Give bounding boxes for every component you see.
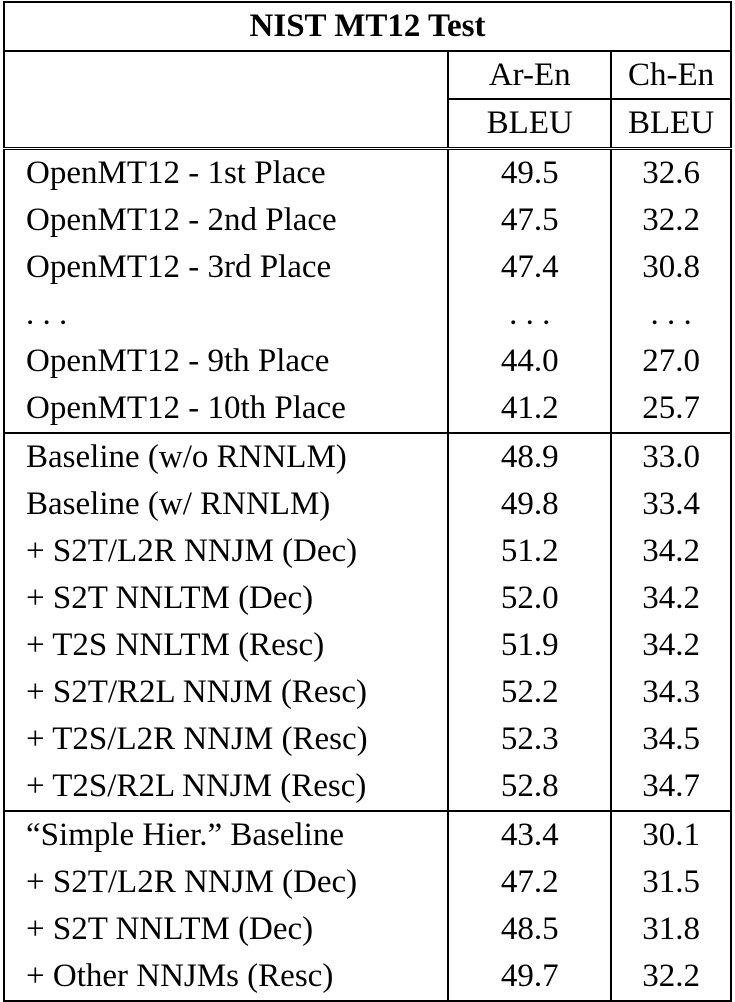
ch-en-bleu-cell: 34.3 [611,669,731,716]
system-name-cell: + T2S/R2L NNJM (Resc) [4,763,448,811]
column-header-ch-en: Ch-En [611,51,731,99]
system-name-cell: + S2T NNLTM (Dec) [4,906,448,953]
system-name-cell: + S2T/R2L NNJM (Resc) [4,669,448,716]
ch-en-bleu-cell: 34.2 [611,575,731,622]
system-name-cell: + S2T/L2R NNJM (Dec) [4,859,448,906]
ch-en-bleu-cell: 34.2 [611,622,731,669]
table-row [4,244,731,291]
ar-en-bleu-cell: 49.5 [448,149,611,198]
system-name-cell: OpenMT12 - 9th Place [4,338,448,385]
system-name-cell: OpenMT12 - 3rd Place [4,244,448,291]
system-name-cell: OpenMT12 - 1st Place [4,149,448,198]
system-name-cell: OpenMT12 - 10th Place [4,385,448,433]
ch-en-bleu-cell: 32.2 [611,953,731,1001]
table-body [4,149,731,1002]
system-name-cell: “Simple Hier.” Baseline [4,811,448,859]
ar-en-bleu-cell: 52.3 [448,716,611,763]
table-row [4,149,731,198]
system-name-cell: . . . [4,291,448,338]
system-name-cell: + T2S NNLTM (Resc) [4,622,448,669]
table-row [4,385,731,433]
metric-header-ch-en: BLEU [611,99,731,149]
ar-en-bleu-cell: 49.8 [448,481,611,528]
header-empty-cell [4,51,448,99]
table-row [4,953,731,1001]
table-row [4,906,731,953]
ch-en-bleu-cell: 33.0 [611,433,731,481]
table-row [4,669,731,716]
system-name-cell: + T2S/L2R NNJM (Resc) [4,716,448,763]
ar-en-bleu-cell: 41.2 [448,385,611,433]
ar-en-bleu-cell: 51.2 [448,528,611,575]
system-name-cell: + S2T NNLTM (Dec) [4,575,448,622]
ar-en-bleu-cell: 52.2 [448,669,611,716]
ch-en-bleu-cell: 32.6 [611,149,731,198]
header-empty-cell [4,99,448,149]
table-row [4,811,731,859]
system-name-cell: + S2T/L2R NNJM (Dec) [4,528,448,575]
ar-en-bleu-cell: 52.0 [448,575,611,622]
system-name-cell: Baseline (w/ RNNLM) [4,481,448,528]
table-row [4,859,731,906]
table-row [4,528,731,575]
table-row [4,291,731,338]
table-row [4,338,731,385]
ch-en-bleu-cell: 31.5 [611,859,731,906]
ch-en-bleu-cell: 31.8 [611,906,731,953]
ar-en-bleu-cell: 47.2 [448,859,611,906]
system-name-cell: OpenMT12 - 2nd Place [4,197,448,244]
ch-en-bleu-cell: 34.5 [611,716,731,763]
system-name-cell: + Other NNJMs (Resc) [4,953,448,1001]
system-name-cell: Baseline (w/o RNNLM) [4,433,448,481]
table-row [4,575,731,622]
ch-en-bleu-cell: 27.0 [611,338,731,385]
table-row [4,622,731,669]
table-title: NIST MT12 Test [4,2,731,51]
ch-en-bleu-cell: . . . [611,291,731,338]
ch-en-bleu-cell: 30.8 [611,244,731,291]
ar-en-bleu-cell: . . . [448,291,611,338]
ch-en-bleu-cell: 30.1 [611,811,731,859]
ar-en-bleu-cell: 51.9 [448,622,611,669]
table-row [4,763,731,811]
ar-en-bleu-cell: 49.7 [448,953,611,1001]
table-row [4,481,731,528]
ar-en-bleu-cell: 44.0 [448,338,611,385]
table-row [4,197,731,244]
ar-en-bleu-cell: 48.9 [448,433,611,481]
ar-en-bleu-cell: 47.5 [448,197,611,244]
results-table [3,1,732,1002]
ch-en-bleu-cell: 32.2 [611,197,731,244]
ar-en-bleu-cell: 47.4 [448,244,611,291]
table-row [4,433,731,481]
ch-en-bleu-cell: 25.7 [611,385,731,433]
column-header-ar-en: Ar-En [448,51,611,99]
ar-en-bleu-cell: 48.5 [448,906,611,953]
ch-en-bleu-cell: 33.4 [611,481,731,528]
ar-en-bleu-cell: 52.8 [448,763,611,811]
ch-en-bleu-cell: 34.7 [611,763,731,811]
ar-en-bleu-cell: 43.4 [448,811,611,859]
metric-header-ar-en: BLEU [448,99,611,149]
table-row [4,716,731,763]
ch-en-bleu-cell: 34.2 [611,528,731,575]
